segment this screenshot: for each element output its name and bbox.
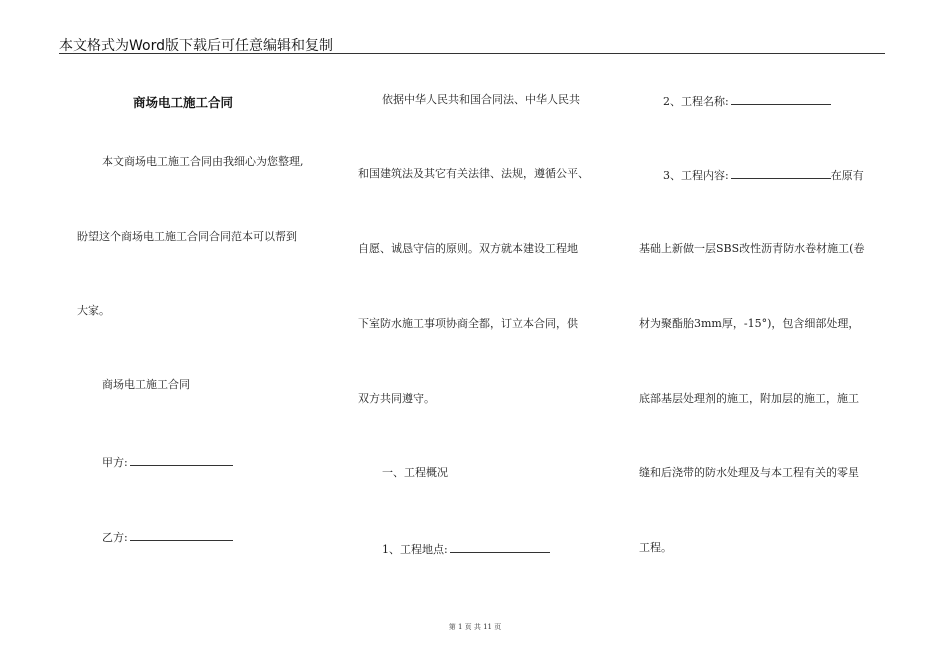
project-name-line: [663, 93, 831, 109]
preamble-line-2: 和国建筑法及其它有关法律、法规，遵循公平、: [358, 167, 589, 180]
content-line-2: 材为聚酯胎3mm厚，-15°)，包含细部处理，: [639, 317, 860, 330]
document-header: [59, 33, 885, 54]
content-line-4: 缝和后浇带的防水处理及与本工程有关的零星: [639, 466, 859, 479]
preamble-line-3: 自愿、诚恳守信的原则。双方就本建设工程地: [358, 242, 578, 255]
project-content-label: 3、工程内容:: [663, 169, 729, 182]
party-a-label: 甲方:: [102, 456, 128, 469]
contract-subtitle: 商场电工施工合同: [102, 378, 190, 391]
preamble-line-1: 依据中华人民共和国合同法、中华人民共: [382, 93, 580, 106]
project-location-label: 1、工程地点:: [382, 543, 448, 556]
header-banner: 本文格式为Word版下载后可任意编辑和复制: [59, 38, 333, 54]
document-title: 商场电工施工合同: [133, 95, 234, 110]
party-a-line: [102, 454, 233, 470]
project-content-suffix: 在原有: [830, 169, 864, 182]
content-line-1: 基础上新做一层SBS改性沥青防水卷材施工(卷: [639, 242, 865, 255]
party-b-blank: [130, 529, 233, 541]
project-content-blank: [731, 167, 831, 179]
preamble-line-4: 下室防水施工事项协商全都，订立本合同，供: [358, 317, 578, 330]
intro-line-1: 本文商场电工施工合同由我细心为您整理,: [102, 155, 304, 168]
section-heading-overview: 一、工程概况: [382, 466, 448, 479]
project-content-line: [663, 167, 864, 183]
project-name-label: 2、工程名称:: [663, 95, 729, 108]
preamble-line-5: 双方共同遵守。: [358, 392, 435, 405]
content-line-3: 底部基层处理剂的施工，附加层的施工，施工: [639, 392, 859, 405]
party-b-line: [102, 529, 233, 545]
content-line-5: 工程。: [639, 541, 672, 554]
intro-line-2: 盼望这个商场电工施工合同合同范本可以帮到: [77, 230, 297, 243]
project-location-line: [382, 541, 550, 557]
page-number: 第 1 页 共 11 页: [448, 623, 502, 631]
project-name-blank: [731, 93, 831, 105]
party-b-label: 乙方:: [102, 531, 128, 544]
intro-line-3: 大家。: [77, 304, 110, 317]
project-location-blank: [450, 541, 550, 553]
party-a-blank: [130, 454, 233, 466]
